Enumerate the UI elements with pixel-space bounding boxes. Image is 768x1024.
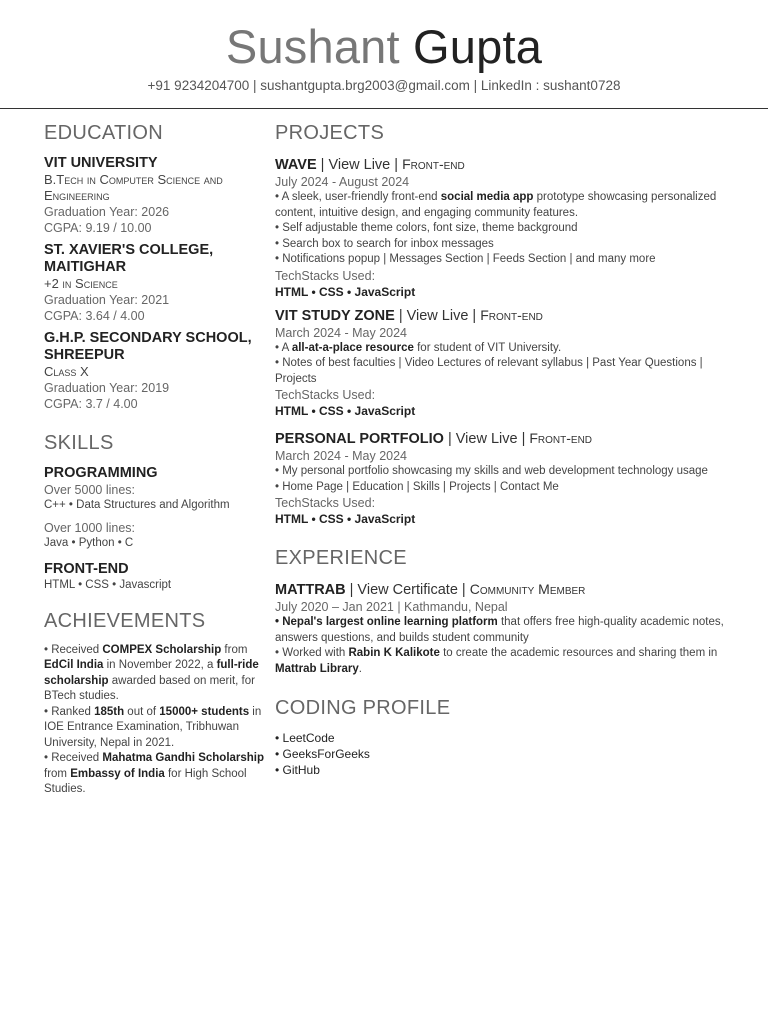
last-name: Gupta [413, 20, 543, 73]
degree: Class X [44, 364, 89, 379]
skill-list: Java • Python • C [44, 536, 134, 549]
project-personal-portfolio [275, 429, 735, 527]
project-wave [275, 155, 735, 300]
project-dates: July 2024 - August 2024 [275, 175, 410, 189]
project-bullet: • My personal portfolio showcasing my skills and web development technology usage [275, 465, 708, 477]
techstack-list: HTML • CSS • JavaScript [275, 284, 416, 299]
skill-group-title: PROGRAMMING [44, 465, 158, 481]
project-bullet: • Notifications popup | Messages Section | Feeds Section | and many more [275, 253, 656, 265]
techstack-list: HTML • CSS • JavaScript [275, 512, 416, 526]
achievement-item: • Received Mahatma Gandhi Scholarship from Embassy of India for High School Studies. [44, 752, 265, 795]
education-item [44, 330, 268, 412]
education-heading: EDUCATION [44, 122, 163, 144]
techstack-label: TechStacks Used: [275, 496, 376, 510]
project-header [275, 155, 735, 174]
contact-line[interactable]: +91 9234204700 | sushantgupta.brg2003@gmail.com | LinkedIn : sushant0728 [147, 78, 621, 93]
view-live-link[interactable]: | View Live | [398, 307, 477, 324]
school-name: G.H.P. SECONDARY SCHOOL, SHREEPUR [44, 330, 252, 363]
coding-profile-github[interactable]: • GitHub [275, 763, 320, 777]
first-name: Sushant [225, 20, 400, 73]
organization-name: MATTRAB [275, 582, 346, 598]
experience-heading: EXPERIENCE [275, 547, 407, 569]
experience-dates: July 2020 – Jan 2021 | Kathmandu, Nepal [275, 600, 508, 614]
left-column [44, 120, 268, 798]
header-divider [0, 108, 768, 109]
view-live-link[interactable]: | View Live | [447, 431, 526, 447]
skill-group-title: FRONT-END [44, 561, 129, 577]
school-name: VIT UNIVERSITY [44, 155, 158, 171]
right-column [275, 120, 735, 778]
view-certificate-link[interactable]: | View Certificate | [349, 582, 466, 598]
project-role: Front-end [402, 156, 465, 172]
experience-bullet: • Nepal's largest online learning platform that offers free high-quality academic notes, answers questions, and builds student community [275, 616, 724, 644]
experience-bullet: • Worked with Rabin K Kalikote to create the academic resources and sharing them in Mattrab Library. [275, 647, 718, 675]
techstack-label: TechStacks Used: [275, 268, 376, 283]
coding-profile-leetcode[interactable]: • LeetCode [275, 731, 335, 745]
project-role: Front-end [529, 430, 593, 446]
cgpa: CGPA: 3.64 / 4.00 [44, 309, 145, 323]
techstack-list: HTML • CSS • JavaScript [275, 404, 416, 418]
graduation-year: Graduation Year: 2019 [44, 381, 170, 395]
experience-header [275, 580, 735, 599]
project-role: Front-end [480, 306, 543, 323]
project-bullet: • Self adjustable theme colors, font size, theme background [275, 222, 578, 234]
view-live-link[interactable]: | View Live | [320, 157, 399, 173]
project-bullet: • Notes of best faculties | Video Lectures of relevant syllabus | Past Year Questions | Projects [275, 357, 703, 385]
project-dates: March 2024 - May 2024 [275, 325, 408, 340]
coding-profile-geeksforgeeks[interactable]: • GeeksForGeeks [275, 747, 370, 761]
coding-profile-heading: CODING PROFILE [275, 697, 451, 719]
project-dates: March 2024 - May 2024 [275, 449, 408, 463]
skills-heading: SKILLS [44, 432, 114, 454]
achievement-item: • Received COMPEX Scholarship from EdCil India in November 2022, a full-ride scholarship awarded based on merit, for BTech studies. [44, 643, 259, 702]
graduation-year: Graduation Year: 2026 [44, 205, 170, 219]
project-bullet: • Search box to search for inbox messages [275, 237, 494, 250]
project-vit-study-zone [275, 306, 735, 420]
project-name: PERSONAL PORTFOLIO [275, 431, 444, 447]
skill-list: HTML • CSS • Javascript [44, 579, 172, 591]
skill-lines: Over 5000 lines: [44, 483, 136, 497]
project-bullet: • A sleek, user-friendly front-end social media app prototype showcasing personalized content, intuitive design, and engaging community features. [275, 191, 717, 219]
degree: +2 in Science [44, 276, 118, 291]
project-bullet: • A all-at-a-place resource for student of VIT University. [275, 341, 562, 354]
candidate-name [0, 20, 768, 74]
achievement-item: • Ranked 185th out of 15000+ students in IOE Entrance Examination, Tribhuwan University, Nepal in 2021. [44, 705, 262, 749]
skill-lines: Over 1000 lines: [44, 520, 136, 535]
experience-mattrab [275, 580, 735, 677]
techstack-label: TechStacks Used: [275, 388, 376, 402]
project-name: VIT STUDY ZONE [275, 307, 395, 324]
degree: B.Tech in Computer Science and Engineering [44, 172, 223, 203]
cgpa: CGPA: 3.7 / 4.00 [44, 397, 138, 411]
graduation-year: Graduation Year: 2021 [44, 293, 170, 307]
project-name: WAVE [275, 157, 317, 173]
cgpa: CGPA: 9.19 / 10.00 [44, 221, 152, 235]
resume-header [0, 0, 768, 93]
education-item [44, 242, 268, 324]
project-bullet: • Home Page | Education | Skills | Projects | Contact Me [275, 480, 559, 493]
project-header [275, 306, 735, 325]
education-item [44, 155, 268, 236]
experience-role: Community Member [469, 581, 586, 597]
project-header [275, 429, 735, 448]
coding-profile-list [275, 730, 735, 778]
projects-heading: PROJECTS [275, 122, 385, 144]
skill-list: C++ • Data Structures and Algorithm [44, 499, 230, 511]
achievements-heading: ACHIEVEMENTS [44, 609, 206, 632]
school-name: ST. XAVIER'S COLLEGE, MAITIGHAR [44, 242, 214, 275]
